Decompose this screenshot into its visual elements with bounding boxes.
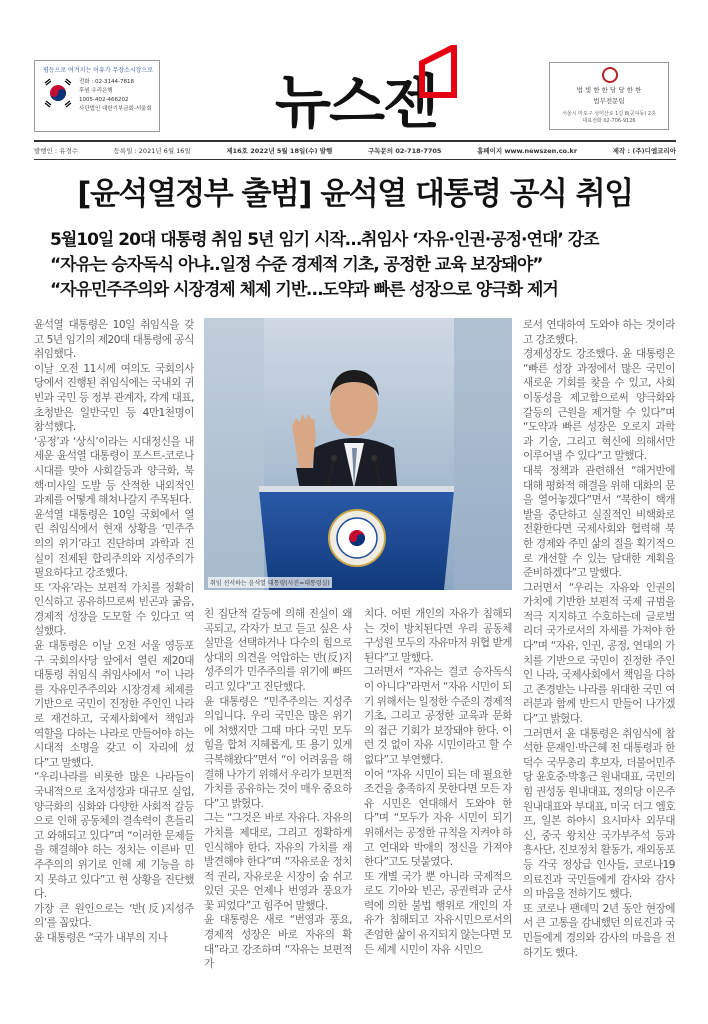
paragraph: 친 집단적 갈등에 의해 진실이 왜곡되고, 각자가 보고 듣고 싶은 사실만을 선택하거나 다수의 힘으로 상대의 의견을 억압하는 반(反)지성주의가 민주주의를 위기에 빠뜨리고 있다”고 진단했다.	[204, 608, 352, 693]
producer: 제작 : (주)디엠코리아	[612, 146, 676, 155]
info-rule	[34, 159, 676, 160]
paragraph: 윤 대통령은 “국가 내부의 지나	[34, 931, 168, 944]
photo-caption: 취임 선서하는 윤석열 대통령(사진=대통령실)	[208, 577, 332, 588]
issue-info-bar	[34, 142, 676, 158]
article-column-2	[204, 607, 352, 1007]
sub-headline: “자유는 승자독식 아냐..일정 수준 경제적 기초, 공정한 교육 보장돼야”	[50, 255, 543, 275]
newszen-logo[interactable]	[265, 45, 470, 136]
homepage-link[interactable]: 홈페이지 www.newszen.co.kr	[477, 146, 578, 155]
taegeukgi-icon	[43, 78, 73, 108]
law-firm-emblem-icon	[602, 67, 618, 83]
paragraph: ‘공정’과 ‘상식’이라는 시대정신을 내세운 윤석열 대통령이 포스트-코로나 시대를 맞아 사회갈등과 양극화, 북핵·미사일 도발 등 산적한 내외적인 과제를 어떻게 해쳐나갈지 주목된다.	[34, 435, 194, 507]
right-ad-box[interactable]	[549, 62, 669, 130]
paragraph: 윤석열 대통령은 10일 국회에서 열린 취임식에서 현재 상황을 ‘민주주의의 위기’라고 진단하며 과학과 진실이 전제된 합리주의와 지성주의가 필요하다고 강조했다.	[34, 508, 194, 580]
article-column-3	[364, 607, 512, 1007]
paragraph: “우리나라를 비롯한 많은 나라들이 국내적으로 초저성장과 대규모 실업, 양극화의 심화와 다양한 사회적 갈등으로 인해 공동체의 결속력이 흔들리고 와해되고 있다”며 “이러한 문제들을 해결해야 하는 정치는 이른바 민주주의의 위기로 인해 제 기능을 하지 못하고 있다”고 현 상황을 진단했다.	[34, 771, 194, 901]
left-ad-line: 사단법인 대한기부금회-서울회	[79, 106, 152, 112]
issue-number: 제16호 2022년 5월 18일(수) 발행	[226, 146, 333, 155]
right-ad-title: 법 빛 한 한 당 당 한 한	[576, 86, 642, 94]
paragraph: 그는 “그것은 바로 자유다. 자유의 가치를 제대로, 그리고 정확하게 인식해야 한다. 자유의 가치를 재발견해야 한다”며 “자유로운 정치적 권리, 자유로운 시장이 숨 쉬고 있던 곳은 언제나 번영과 풍요가 꽃 피었다”고 힘주어 말했다.	[204, 812, 352, 912]
left-ad-line: 1005-402-466202	[79, 97, 129, 103]
paragraph: 그러면서 윤 대통령은 취임식에 참석한 문재인·박근혜 전 대통령과 한덕수 국무총리 후보자, 더불어민주당 윤호중·박홍근 원내대표, 국민의힘 권성동 원내대표, 정의당 이은주 원내대표와 부대표, 미국 더그 엠호프, 일본 하야시 요시마사 외무대신, 중국 왕치산 국가부주석 등과 흥사단, 진보정치 활동가, 재외동포 등 각국 정상급 인사들, 코로나19 의료진과 국민들에게 감사와 감사의 마음을 전하기도 했다.	[523, 727, 675, 901]
paragraph: 또 코로나 팬데믹 2년 동안 현장에서 큰 고통을 감내했던 의료진과 국민들에게 경의와 감사의 마음을 전하기도 했다.	[523, 902, 675, 959]
sub-headline: 5월10일 20대 대통령 취임 5년 임기 시작…취임사 ‘자유·인권·공정·연대’ 강조	[50, 230, 599, 250]
left-ad-info	[79, 78, 159, 114]
left-ad-title: 평등으로 여겨지는 이유가 무장소시장으로	[42, 67, 154, 74]
left-ad-line: 후원 우리은행	[79, 88, 113, 94]
sub-headlines	[50, 228, 670, 303]
article-column-1	[34, 318, 194, 1008]
paragraph: 윤 대통령은 “민주주의는 지성주의입니다. 우리 국민은 많은 위기에 처했지만 그때 마다 국민 모두 힘을 합쳐 지혜롭게, 또 용기 있게 극복해왔다”면서 “이 어려움을 해결해 나가기 위해서 우리가 보편적 가치를 공유하는 것이 매우 중요하다”고 밝혔다.	[204, 695, 352, 810]
logo-text: 뉴스젠	[275, 68, 438, 136]
left-ad-line: 전화 : 02-3144-7818	[79, 79, 134, 85]
registration-date: 등록일 : 2021년 6월 16일	[113, 146, 191, 155]
inauguration-photo-image	[204, 318, 512, 590]
sub-headline: “자유민주주의와 시장경제 체제 기반…도약과 빠른 성장으로 양극화 제거	[50, 280, 558, 300]
logo-red-mark-icon	[418, 45, 458, 103]
paragraph: 윤 대통령은 새로 “번영과 풍요, 경제적 성장은 바로 자유의 확대”라고 강조하며 “자유는 보편적 가	[204, 914, 352, 971]
paragraph: 치다. 어떤 개인의 자유가 침해되는 것이 방치된다면 우리 공동체 구성원 모두의 자유마저 위협 받게 된다”고 말했다.	[364, 608, 512, 664]
paragraph: 그러면서 “자유는 결코 승자독식이 아니다”라면서 “자유 시민이 되기 위해서는 일정한 수준의 경제적 기초, 그리고 공정한 교육과 문화의 접근 기회가 보장돼야 한다. 이런 것 없이 자유 시민이라고 할 수 없다”고 부연했다.	[364, 666, 512, 766]
paragraph: 이날 오전 11시께 여의도 국회의사당에서 진행된 취임식에는 국내외 귀빈과 국민 등 정부 관계자, 각계 대표, 초청받은 일반국민 등 4만1천명이 참석했다.	[34, 362, 194, 434]
paragraph: 로서 연대하여 도와야 하는 것이라고 강조했다.	[523, 319, 675, 346]
right-ad-address: 서울시 마포구 성미산로 1길 8(공덕동) 2층	[562, 111, 656, 117]
paragraph: 또 개별 국가 뿐 아니라 국제적으로도 기아와 빈곤, 공권력과 군사력에 의한 불법 행위로 개인의 자유가 침해되고 자유시민으로서의 존엄한 삶이 유지되지 않는다면 모든 세계 시민이 자유 시민으	[364, 870, 512, 956]
subscription-contact: 구독문의 02-718-7705	[367, 146, 442, 155]
article-column-4	[523, 318, 675, 1008]
paragraph: 또 ‘자유’라는 보편적 가치를 정확히 인식하고 공유하므로써 빈곤과 굶음, 경제적 성장을 도모할 수 있다고 역설했다.	[34, 581, 194, 638]
paragraph: 윤 대통령은 이날 오전 서울 영등포구 국회의사당 앞에서 열린 제20대 대통령 취임식 취임사에서 “이 나라를 자유민주주의와 시장경제 체제를 기반으로 국민이 진정한 주인인 나라로 재건하고, 국제사회에서 책임과 역할을 다하는 나라로 만들어야 하는 시대적 소명을 갖고 이 자리에 섰다”고 말했다.	[34, 640, 194, 769]
right-ad-phone: 대표전화 02-706-9126	[582, 118, 636, 124]
paragraph: 이어 “자유 시민이 되는 데 필요한 조건을 충족하지 못한다면 모든 자유 시민은 연대해서 도와야 한다”며 “모두가 자유 시민이 되기 위해서는 공정한 규칙을 지켜야 하고 연대와 박애의 정신을 가져야 한다”고도 덧붙였다.	[364, 768, 512, 869]
paragraph: 가장 큰 원인으로는 ‘반(反)지성주의’를 꼽았다.	[34, 902, 194, 930]
left-ad-box[interactable]	[34, 60, 160, 132]
paragraph: 그러면서 “우리는 자유와 인권의 가치에 기반한 보편적 국제 규범을 적극 지지하고 수호하는데 글로벌 리더 국가로서의 자세를 가져야 한다”며 “자유, 인권, 공정, 연대의 가치를 기반으로 국민이 진정한 주인인 나라, 국제사회에서 책임을 다하고 존경받는 나라를 위대한 국민 여러분과 함께 반드시 만들어 나가겠다”고 밝혔다.	[523, 581, 675, 726]
paragraph: 경제성장도 강조했다. 윤 대통령은 “빠른 성장 과정에서 많은 국민이 새로운 기회를 찾을 수 있고, 사회 이동성을 제고함으로써 양극화와 갈등의 근원을 제거할 수 있다”며 “도약과 빠른 성장은 오로지 과학과 기술, 그리고 혁신에 의해서만 이루어낼 수 있다”고 말했다.	[523, 348, 675, 463]
inauguration-photo	[204, 318, 512, 590]
main-headline: [윤석열정부 출범] 윤석열 대통령 공식 취임	[77, 176, 633, 212]
right-ad-subtitle: 법무전문팀	[593, 97, 625, 105]
publisher: 발행인 : 유경수	[34, 146, 78, 155]
paragraph: 윤석열 대통령은 10일 취임식을 갖고 5년 임기의 제20대 대통령에 공식 취임했다.	[34, 319, 194, 361]
right-ad-contact	[550, 111, 668, 125]
paragraph: 대북 정책과 관련해선 “해거반에 대해 평화적 해결을 위해 대화의 문을 열어놓겠다”면서 “북한이 핵개발을 중단하고 실질적인 비핵화로 전환한다면 국제사회와 협력해 북한 경제와 주민 삶의 질을 획기적으로 개선할 수 있는 담대한 계획을 준비하겠다”고 말했다.	[523, 464, 675, 580]
